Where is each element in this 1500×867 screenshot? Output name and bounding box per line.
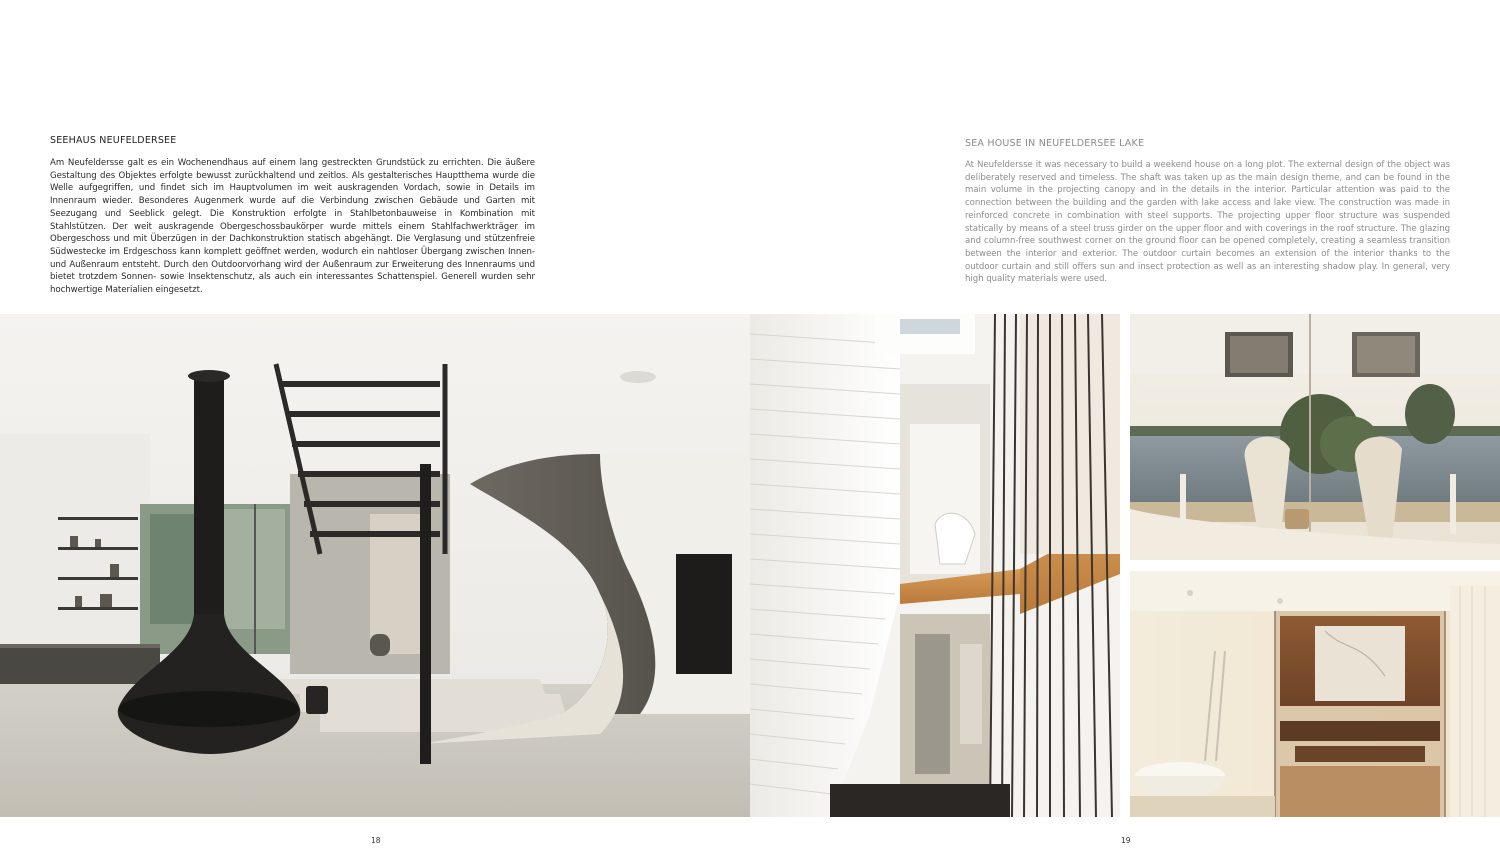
page-heading-english: SEA HOUSE IN NEUFELDERSEE LAKE	[965, 138, 1145, 149]
photo-staircase-hall	[750, 314, 1120, 817]
photo-living-room	[0, 314, 750, 817]
body-text-german: Am Neufeldersse galt es ein Wochenendhaus auf einem lang gestreckten Grundstück zu errichten. Die äußere Gestaltung des Objektes erfolgte bewusst zurückhaltend und zeitlos. Als gestalterisches Hauptthema wurde die Welle aufgegriffen, und findet sich im Hauptvolumen im weit auskragenden Vordach, sowie in Details im Innenraum wieder. Besonderes Augenmerk wurde auf die Verbindung zwischen Gebäude und Garten mit Seezugang und Seeblick gelegt. Die Konstruktion erfolgte in Stahlbetonbauweise in Kombination mit Stahlstützen. Der weit auskragende Obergeschossbaukörper wurde mittels einem Stahlfachwerkträger im Obergeschoss und mit Überzügen in der Dachkonstruktion statisch abgehängt. Die Verglasung und stützenfreie Südwestecke im Erdgeschoss kann komplett geöffnet werden, wodurch ein nahtloser Übergang zwischen Innen- und Außenraum entsteht. Durch den Outdoorvorhang wird der Außenraum zur Erweiterung des Innenraums und bietet trotzdem Sonnen- sowie Insektenschutz, als auch ein interessantes Schattenspiel. Generell wurden sehr hochwertige Materialien eingesetzt.	[50, 158, 535, 296]
page-number-right: 19	[1121, 836, 1131, 845]
page-heading-german: SEEHAUS NEUFELDERSEE	[50, 135, 177, 146]
photo-bathroom-lake-view	[1130, 314, 1500, 560]
page-number-left: 18	[371, 836, 381, 845]
photo-bathroom-sauna	[1130, 571, 1500, 817]
body-text-english: At Neufeldersse it was necessary to build a weekend house on a long plot. The external design of the object was deliberately reserved and timeless. The shaft was taken up as the main design theme, and can be found in the main volume in the projecting canopy and in the details in the interior. Particular attention was paid to the connection between the building and the garden with lake access and lake view. The construction was made in reinforced concrete in combination with steel supports. The projecting upper floor structure was suspended statically by means of a steel truss girder on the upper floor and with coverings in the roof structure. The glazing and column-free southwest corner on the ground floor can be opened completely, creating a seamless transition between the interior and exterior. The outdoor curtain becomes an extension of the interior thanks to the outdoor curtain and still offers sun and insect protection as well as an interesting shadow play. In general, very high quality materials were used.	[965, 160, 1450, 285]
